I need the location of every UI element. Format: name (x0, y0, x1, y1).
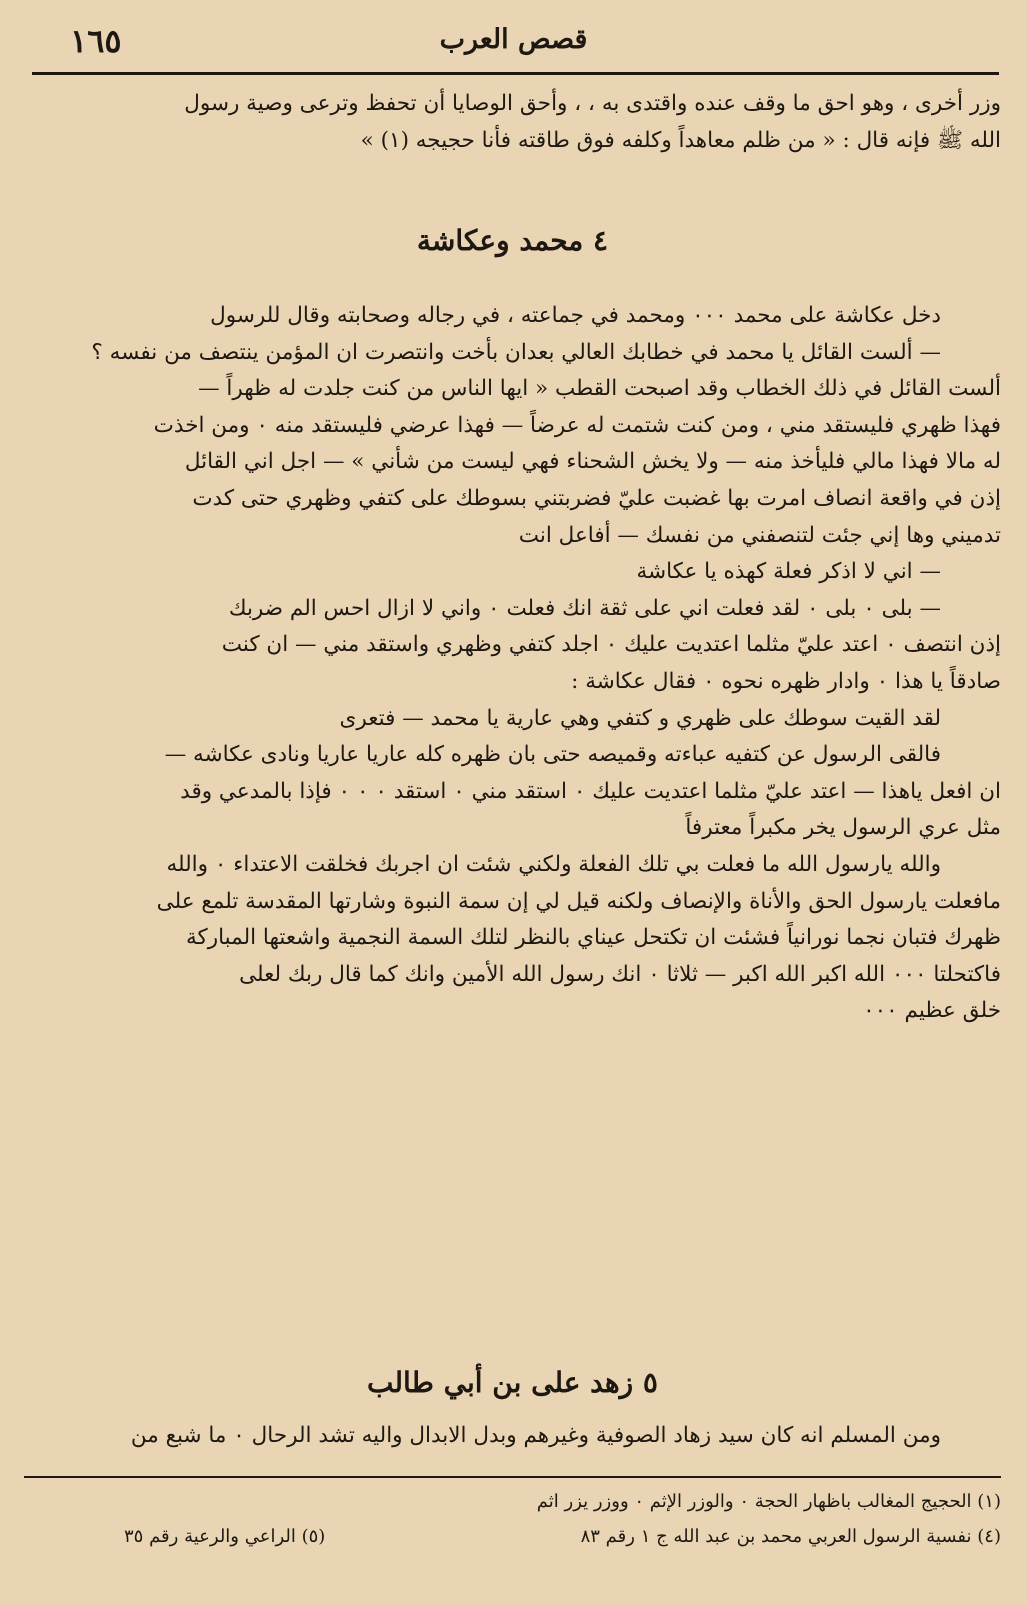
running-title: قصص العرب (439, 24, 588, 55)
section-5-heading: ٥ زهد على بن أبي طالب (367, 1366, 658, 1399)
text-line: مافعلت يارسول الحق والأناة والإنصاف ولكنه قيل لي إن سمة النبوة وشارتها المقدسة تلمع على (156, 888, 1001, 914)
text-line: فاكتحلتا ٠٠٠ الله اكبر الله اكبر — ثلاثا ٠ انك رسول الله الأمين وانك كما قال ربك لعلى (239, 961, 1001, 987)
page-number: ١٦٥ (70, 22, 122, 60)
page-header (30, 22, 997, 66)
section-4-heading-wrap (24, 224, 1001, 257)
text-line: وزر أخرى ، وهو احق ما وقف عنده واقتدى به ، ، وأحق الوصايا أن تحفظ وترعى وصية رسول (184, 91, 1001, 116)
section-5-heading-wrap (24, 1366, 1001, 1399)
text-line: الله ﷺ فإنه قال : « من ظلم معاهداً وكلفه فوق طاقته فأنا حجيجه (١) » (360, 127, 1001, 153)
footnote-rule (24, 1476, 1001, 1478)
text-line: — بلى ٠ بلى ٠ لقد فعلت اني على ثقة انك فعلت ٠ واني لا ازال احس الم ضربك (228, 595, 941, 621)
section-5-body (24, 1418, 1001, 1455)
intro-paragraph (24, 86, 1001, 159)
text-line: والله يارسول الله ما فعلت بي تلك الفعلة ولكني شئت ان اجربك فخلقت الاعتداء ٠ والله (166, 851, 941, 877)
footnote-1: (١) الحجيج المغالب باظهار الحجة ٠ والوزر الإثم ٠ ووزر يزر اثم (536, 1491, 1001, 1512)
text-line: — ألست القائل يا محمد في خطابك العالي بعدان بأخت وانتصرت ان المؤمن ينتصف من نفسه ؟ (91, 339, 941, 365)
footnote-5: (٥) الراعي والرعية رقم ٣٥ (124, 1526, 326, 1547)
text-line: تدميني وها إني جئت لتنصفني من نفسك — أفاعل انت (518, 522, 1001, 548)
section-4-body (24, 298, 1001, 1030)
text-line: دخل عكاشة على محمد ٠٠٠ ومحمد في جماعته ، في رجاله وصحابته وقال للرسول (210, 303, 941, 328)
text-line: ان افعل ياهذا — اعتد عليّ مثلما اعتديت عليك ٠ استقد مني ٠ استقد ٠ ٠ ٠ فإذا بالمدعي وقد (180, 778, 1001, 804)
text-line: ألست القائل في ذلك الخطاب وقد اصبحت القطب « ايها الناس من كنت جلدت له ظهراً — (198, 376, 1001, 402)
footnote-4: (٤) نفسية الرسول العربي محمد بن عبد الله ج ١ رقم ٨٣ (580, 1526, 1001, 1547)
section-4-heading: ٤ محمد وعكاشة (416, 224, 609, 257)
header-rule (32, 72, 999, 75)
text-line: إذن في واقعة انصاف امرت بها غضبت عليّ فضربتني بسوطك على كتفي وظهري حتى كدت (192, 485, 1001, 511)
text-line: لقد القيت سوطك على ظهري و كتفي وهي عارية يا محمد — فتعرى (339, 705, 941, 731)
text-line: خلق عظيم ٠٠٠ (863, 998, 1001, 1024)
text-line: صادقاً يا هذا ٠ وادار ظهره نحوه ٠ فقال عكاشة : (571, 668, 1001, 694)
text-line: فهذا ظهري فليستقد مني ، ومن كنت شتمت له عرضاً — فهذا عرضي فليستقد منه ٠ ومن اخذت (153, 412, 1001, 438)
text-line: مثل عري الرسول يخر مكبراً معترفاً (685, 815, 1001, 841)
text-line: ومن المسلم انه كان سيد زهاد الصوفية وغيرهم وبدل الابدال واليه تشد الرحال ٠ ما شبع من (130, 1423, 941, 1448)
text-line: فالقى الرسول عن كتفيه عباءته وقميصه حتى بان ظهره كله عاريا عاريا ونادى عكاشه — (164, 742, 941, 768)
text-line: له مالا فهذا مالي فليأخذ منه — ولا يخش الشحناء فهي ليست من شأني » — اجل اني القائل (184, 449, 1001, 475)
text-line: — اني لا اذكر فعلة كهذه يا عكاشة (636, 559, 941, 585)
text-line: ظهرك فتبان نجما نورانياً فشئت ان تكتحل عيناي بالنظر لتلك السمة النجمية واشعتها المباركة (185, 925, 1001, 951)
footnotes (24, 1484, 1001, 1554)
text-line: إذن انتصف ٠ اعتد عليّ مثلما اعتديت عليك ٠ اجلد كتفي وظهري واستقد مني — ان كنت (221, 632, 1001, 658)
